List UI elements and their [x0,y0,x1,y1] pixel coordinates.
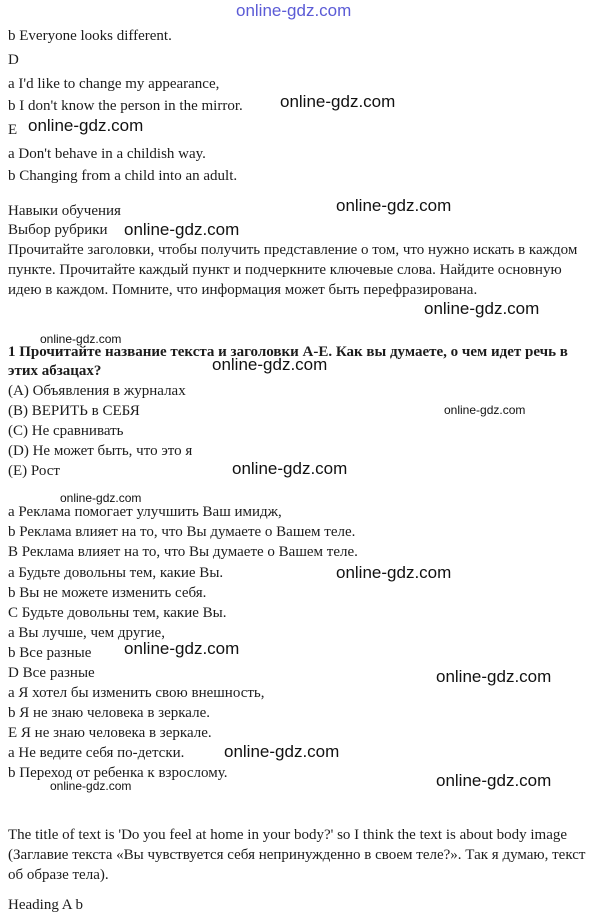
answer-line: D Все разные [8,665,95,681]
answer-line: b Я не знаю человека в зеркале. [8,705,210,721]
heading-option: (A) Объявления в журналах [8,383,186,399]
watermark: online-gdz.com [436,667,552,686]
watermark: online-gdz.com [40,332,122,346]
instruction-paragraph: Прочитайте заголовки, чтобы получить представление о том, что нужно искать в каждом пункте. Прочитайте каждый пункт и подчеркните ключевые слова. Найдите основную идею в каждом. Помните, что информация может быть перефразирована. [8,242,578,298]
heading-option: (E) Рост [8,463,60,479]
answer-line: b I don't know the person in the mirror. [8,98,243,114]
watermark: online-gdz.com [336,563,452,582]
watermark: online-gdz.com [444,403,526,417]
watermark: online-gdz.com [124,639,240,658]
answer-line: а Реклама помогает улучшить Ваш имидж, [8,504,282,520]
watermark: online-gdz.com [424,299,540,318]
watermark: online-gdz.com [28,116,144,135]
answer-line: а Будьте довольны тем, какие Вы. [8,565,224,581]
answer-line: b Переход от ребенка к взрослому. [8,765,228,781]
section-heading: Навыки обучения [8,203,121,219]
heading-answer: Heading A b [8,897,83,913]
watermark: online-gdz.com [60,491,142,505]
heading-option: (C) Не сравнивать [8,423,124,439]
answer-line: a I'd like to change my appearance, [8,76,220,92]
heading-option: (B) ВЕРИТЬ в СЕБЯ [8,403,140,419]
answer-line: Е Я не знаю человека в зеркале. [8,725,212,741]
watermark: online-gdz.com [124,220,240,239]
answer-line: а Вы лучше, чем другие, [8,625,165,641]
heading-option: (D) Не может быть, что это я [8,443,193,459]
watermark: online-gdz.com [212,355,328,374]
section-subheading: Выбор рубрики [8,222,108,238]
answer-line: a Don't behave in a childish way. [8,146,206,162]
watermark: online-gdz.com [436,771,552,790]
answer-line: С Будьте довольны тем, какие Вы. [8,605,227,621]
answer-line: а Не ведите себя по-детски. [8,745,185,761]
answer-line: а Я хотел бы изменить свою внешность, [8,685,265,701]
exercise-question: 1 Прочитайте название текста и заголовки А-Е. Как вы думаете, о чем идет речь в этих абзацах? [8,344,568,379]
watermark: online-gdz.com [224,742,340,761]
answer-line: b Everyone looks different. [8,28,172,44]
answer-line: b Все разные [8,645,92,661]
watermark: online-gdz.com [50,779,132,793]
header-watermark: online-gdz.com [236,1,352,20]
section-letter: E [8,122,18,138]
watermark: online-gdz.com [232,459,348,478]
watermark: online-gdz.com [280,92,396,111]
answer-line: b Changing from a child into an adult. [8,168,238,184]
answer-line: b Вы не можете изменить себя. [8,585,207,601]
answer-paragraph: The title of text is 'Do you feel at home in your body?' so I think the text is about body image (Заглавие текста «Вы чувствуется себя непринужденно в своем теле?». Так я думаю, текст об образе тела). [8,827,586,883]
watermark: online-gdz.com [336,196,452,215]
section-letter: D [8,52,19,68]
answer-line: b Реклама влияет на то, что Вы думаете о Вашем теле. [8,524,356,540]
answer-line: В Реклама влияет на то, что Вы думаете о Вашем теле. [8,544,358,560]
